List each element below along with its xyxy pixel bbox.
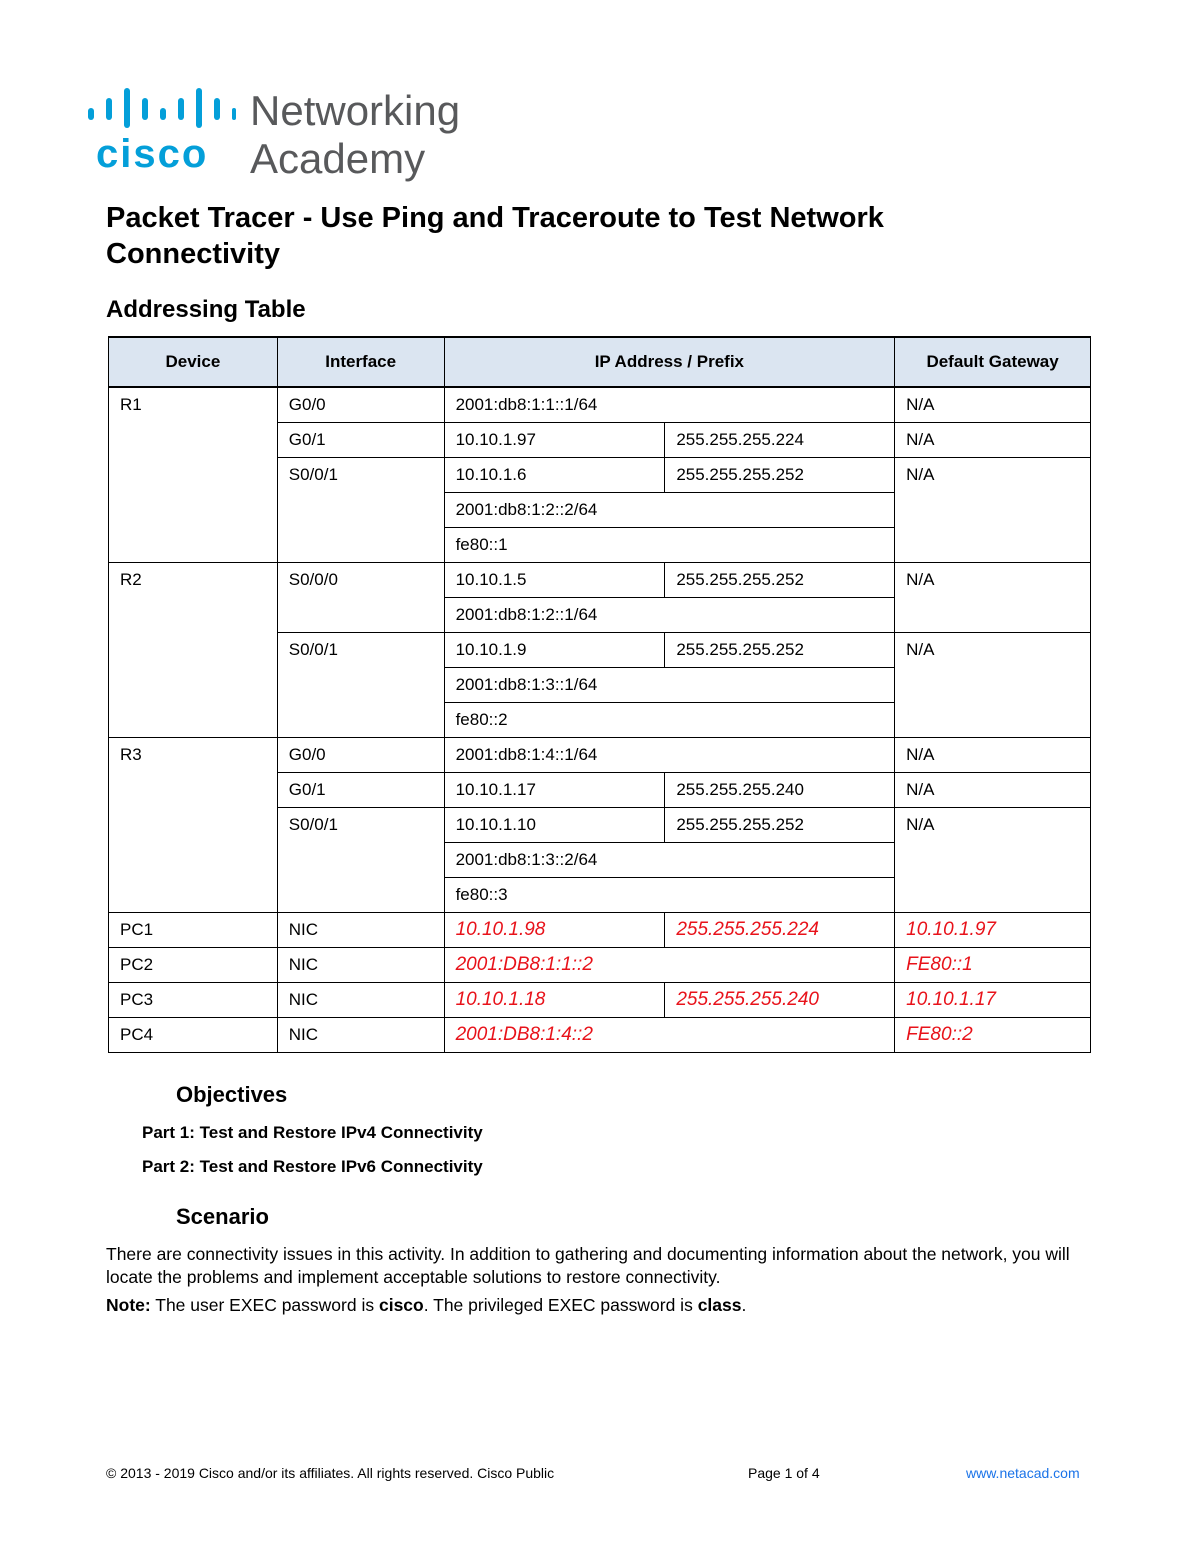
cell-interface: NIC [277, 982, 444, 1017]
footer-page-number: Page 1 of 4 [748, 1465, 820, 1481]
header-interface: Interface [277, 337, 444, 387]
cell-ip: 2001:db8:1:4::1/64 [444, 737, 895, 772]
table-row [109, 947, 1091, 982]
networking-academy-logo [86, 84, 506, 184]
cell-ip-answer: 2001:DB8:1:4::2 [444, 1017, 895, 1052]
cell-ip: 10.10.1.17 [444, 772, 665, 807]
cell-gateway: N/A [895, 772, 1091, 807]
footer-copyright: © 2013 - 2019 Cisco and/or its affiliates. All rights reserved. Cisco Public [106, 1465, 555, 1481]
cell-device: PC1 [109, 912, 278, 947]
cell-gateway: N/A [895, 457, 1091, 562]
cell-gateway-answer: FE80::2 [895, 1017, 1091, 1052]
cell-interface: NIC [277, 1017, 444, 1052]
cell-ip-answer: 2001:DB8:1:1::2 [444, 947, 895, 982]
user-password: cisco [378, 1295, 424, 1315]
privileged-password: class [697, 1295, 742, 1315]
note-paragraph [106, 1295, 746, 1316]
cisco-wordmark: cisco [96, 132, 209, 176]
cell-mask: 255.255.255.252 [665, 562, 895, 597]
cell-ip: fe80::1 [444, 527, 895, 562]
logo-academy: Academy [250, 135, 426, 182]
cell-ip: fe80::3 [444, 877, 895, 912]
table-row [109, 1017, 1091, 1052]
note-text-c: . [741, 1295, 747, 1315]
cell-gateway-answer: 10.10.1.17 [895, 982, 1091, 1017]
table-row [109, 912, 1091, 947]
cell-ip: 2001:db8:1:3::2/64 [444, 842, 895, 877]
cell-ip: 10.10.1.5 [444, 562, 665, 597]
cell-interface: G0/1 [277, 422, 444, 457]
table-header-row [109, 337, 1091, 387]
addressing-table [108, 336, 1091, 1053]
cell-gateway: N/A [895, 422, 1091, 457]
cell-device: R2 [109, 562, 278, 737]
cell-device: R1 [109, 387, 278, 562]
cell-gateway-answer: 10.10.1.97 [895, 912, 1091, 947]
cell-device: PC3 [109, 982, 278, 1017]
cell-gateway: N/A [895, 737, 1091, 772]
cell-mask: 255.255.255.224 [665, 422, 895, 457]
cell-mask-answer: 255.255.255.240 [665, 982, 895, 1017]
cell-mask: 255.255.255.252 [665, 632, 895, 667]
cell-interface: G0/1 [277, 772, 444, 807]
cell-interface: S0/0/0 [277, 562, 444, 632]
cell-ip: 2001:db8:1:2::2/64 [444, 492, 895, 527]
cell-interface: G0/0 [277, 387, 444, 422]
scenario-text: There are connectivity issues in this activity. In addition to gathering and documenting information about the network, you will locate the problems and implement acceptable solutions to restore connectivity. [106, 1244, 1070, 1287]
header-default-gateway: Default Gateway [895, 337, 1091, 387]
page-title: Packet Tracer - Use Ping and Traceroute to Test Network Connectivity [106, 202, 884, 270]
cell-gateway: N/A [895, 562, 1091, 632]
cell-ip: 2001:db8:1:1::1/64 [444, 387, 895, 422]
cell-interface: NIC [277, 912, 444, 947]
table-row [109, 387, 1091, 422]
cell-interface: S0/0/1 [277, 807, 444, 912]
table-row [109, 737, 1091, 772]
addressing-table-heading: Addressing Table [106, 296, 306, 323]
scenario-heading: Scenario [176, 1204, 269, 1229]
cell-device: PC4 [109, 1017, 278, 1052]
objective-part-2: Part 2: Test and Restore IPv6 Connectivity [142, 1157, 483, 1176]
cell-ip: 10.10.1.9 [444, 632, 665, 667]
cell-mask: 255.255.255.240 [665, 772, 895, 807]
table-row [109, 982, 1091, 1017]
cell-gateway: N/A [895, 807, 1091, 912]
cell-interface: G0/0 [277, 737, 444, 772]
cell-gateway: N/A [895, 387, 1091, 422]
cell-ip: fe80::2 [444, 702, 895, 737]
cell-ip: 2001:db8:1:2::1/64 [444, 597, 895, 632]
objectives-heading: Objectives [176, 1082, 288, 1107]
cell-ip-answer: 10.10.1.98 [444, 912, 665, 947]
table-row [109, 562, 1091, 597]
objective-part-1: Part 1: Test and Restore IPv4 Connectivity [142, 1123, 483, 1142]
cell-ip: 10.10.1.10 [444, 807, 665, 842]
cell-ip: 10.10.1.6 [444, 457, 665, 492]
header-device: Device [109, 337, 278, 387]
cell-ip: 10.10.1.97 [444, 422, 665, 457]
cell-interface: S0/0/1 [277, 457, 444, 562]
cell-gateway: N/A [895, 632, 1091, 737]
note-text-a: The user EXEC password is [150, 1295, 379, 1315]
cell-device: PC2 [109, 947, 278, 982]
header-ip-address: IP Address / Prefix [444, 337, 895, 387]
logo-networking: Networking [250, 87, 461, 134]
cell-mask-answer: 255.255.255.224 [665, 912, 895, 947]
cell-gateway-answer: FE80::1 [895, 947, 1091, 982]
cisco-bars-icon [86, 84, 236, 128]
note-label: Note: [106, 1295, 151, 1315]
footer-link[interactable]: www.netacad.com [966, 1465, 1080, 1481]
cell-interface: S0/0/1 [277, 632, 444, 737]
cell-interface: NIC [277, 947, 444, 982]
note-text-b: . The privileged EXEC password is [423, 1295, 698, 1315]
cell-ip: 2001:db8:1:3::1/64 [444, 667, 895, 702]
cell-mask: 255.255.255.252 [665, 807, 895, 842]
cell-mask: 255.255.255.252 [665, 457, 895, 492]
cell-device: R3 [109, 737, 278, 912]
cell-ip-answer: 10.10.1.18 [444, 982, 665, 1017]
